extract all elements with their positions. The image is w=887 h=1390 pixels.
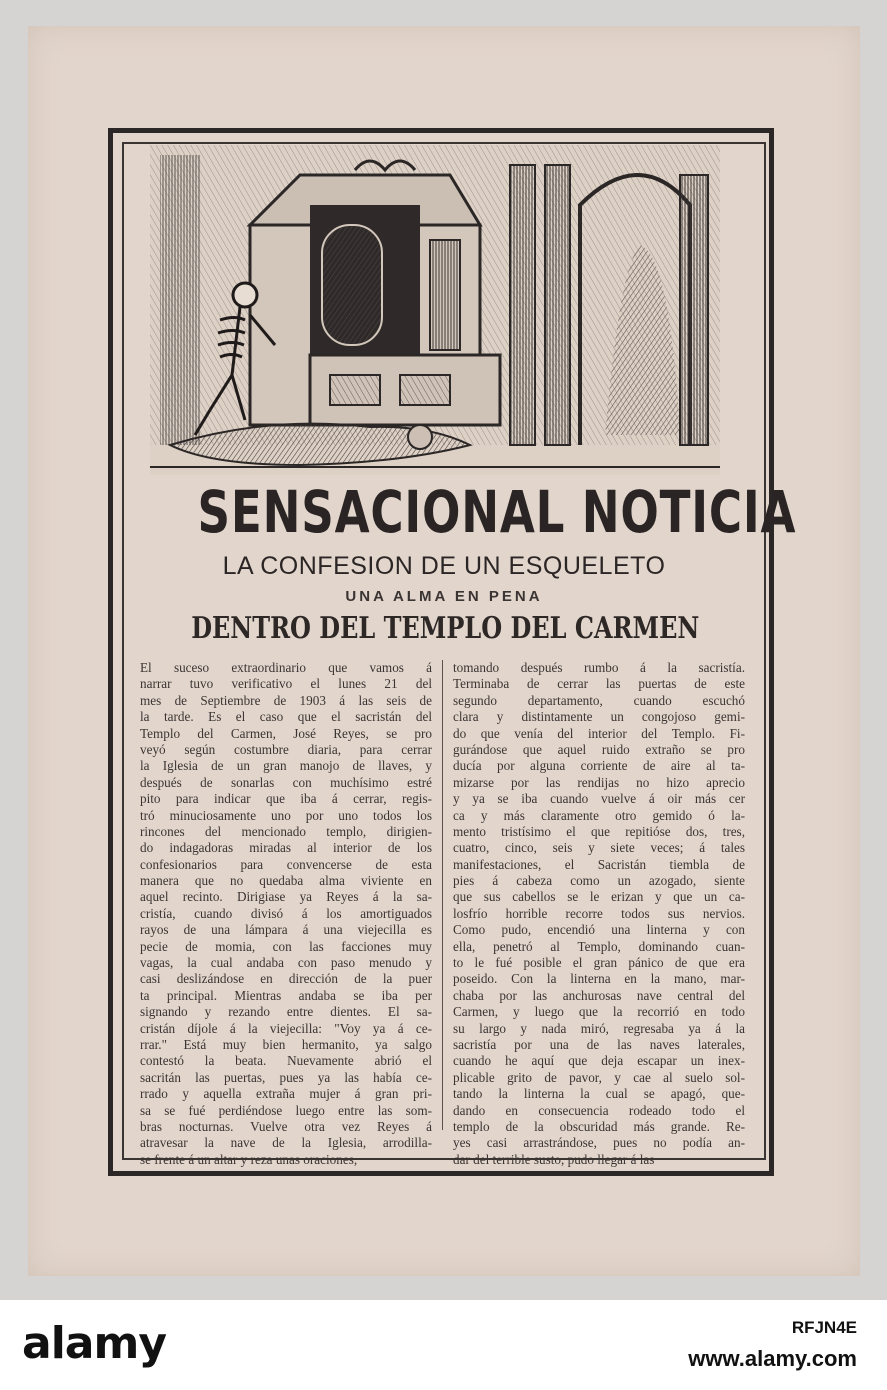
article-line: chaba por las anchurosas nave central del xyxy=(453,987,745,1003)
article-line: do que venía del interior del Templo. Fi- xyxy=(453,725,745,741)
article-column-left xyxy=(140,660,432,1168)
article-line: ta principal. Mientras andaba se iba per xyxy=(140,987,432,1003)
article-line: segundo departamento, cuando escuchó xyxy=(453,692,745,708)
article-line: mes de Septiembre de 1903 á las seis de xyxy=(140,692,432,708)
article-line: Templo del Carmen, José Reyes, se pro xyxy=(140,725,432,741)
article-line: cuando he aquí que deja escapar un inex- xyxy=(453,1053,745,1069)
article-line: cristía, cuando divisó á los amortiguados xyxy=(140,905,432,921)
article-line: do indagadoras miradas al interior de los xyxy=(140,840,432,856)
article-line: Carmen, y luego que la recorrió en todo xyxy=(453,1004,745,1020)
article-line: templo de la obscuridad más grande. Re- xyxy=(453,1118,745,1134)
article-line: cristán díjole á la viejecilla: "Voy ya á ce- xyxy=(140,1020,432,1036)
column-divider xyxy=(442,660,443,1130)
article-line: Como pudo, encendió una linterna y con xyxy=(453,922,745,938)
site-url: www.alamy.com xyxy=(688,1346,857,1371)
article-line: después de sonarlas con muchísimo estré xyxy=(140,774,432,790)
article-line: dando en consecuencia rodeado todo el xyxy=(453,1102,745,1118)
confessional-icon xyxy=(250,161,500,425)
article-line: sacritán las puertas, pues ya las había ce- xyxy=(140,1069,432,1085)
article-line: y ya se iba cuando vuelve á oir más cer xyxy=(453,791,745,807)
article-line: pecie de momia, con las facciones muy xyxy=(140,938,432,954)
article-line: cuatro, cinco, seis y siete veces; á tales xyxy=(453,840,745,856)
article-line: atravesar la nave de la Iglesia, arrodilla- xyxy=(140,1135,432,1151)
article-line: poseido. Con la linterna en la mano, mar- xyxy=(453,971,745,987)
article-line: pies á cabeza como un azogado, siente xyxy=(453,873,745,889)
article-line: aquel recinto. Dirigiase ya Reyes á la sa- xyxy=(140,889,432,905)
article-line: ducía por alguna corriente de aire al ta- xyxy=(453,758,745,774)
location-heading: DENTRO DEL TEMPLO DEL CARMEN xyxy=(191,611,700,646)
article-line: rrado y aquella extraña mujer á gran pri- xyxy=(140,1086,432,1102)
brand-logo: alamy xyxy=(22,1318,166,1369)
article-line: la Iglesia de un gran manojo de llaves, y xyxy=(140,758,432,774)
article-line: ella, penetró al Templo, dominando cuan- xyxy=(453,938,745,954)
article-line: sacristía por una de las naves laterales, xyxy=(453,1036,745,1052)
article-line: mizarse por las rendijas no hizo aprecio xyxy=(453,774,745,790)
headline: SENSACIONAL NOTICIA xyxy=(197,478,797,546)
article-line: losfrío horrible recorre todos sus nervios. xyxy=(453,905,745,921)
article-line: tomando después rumbo á la sacristía. xyxy=(453,660,745,675)
tagline: UNA ALMA EN PENA xyxy=(345,588,543,605)
article-line: to le fué posible el gran pánico de que era xyxy=(453,955,745,971)
article-line: rrar." Está muy bien hermanito, ya salgo xyxy=(140,1036,432,1052)
article-line: ca y más claramente otro gemido ó la- xyxy=(453,807,745,823)
article-line: se frente á un altar y reza unas oraciones, xyxy=(140,1151,358,1167)
image-id: RFJN4E xyxy=(791,1318,857,1337)
article-line: clara y distintamente un congojoso gemi- xyxy=(453,709,745,725)
article-line: signando y rezando entre dientes. El sa- xyxy=(140,1004,432,1020)
article-line: que sus cabellos se le erizan y que un ca- xyxy=(453,889,745,905)
article-line: manifestaciones, el Sacristán tiembla de xyxy=(453,856,745,872)
article-line: bras nocturnas. Vuelve otra vez Reyes á xyxy=(140,1118,432,1134)
article-line: contestó la beata. Nuevamente abrió el xyxy=(140,1053,432,1069)
article-line: dar del terrible susto, pudo llegar á las xyxy=(453,1151,655,1167)
left-pillar xyxy=(160,155,200,445)
article-line: Terminaba de cerrar las puertas de este xyxy=(453,676,745,692)
article-line: rincones del mencionado templo, dirigien- xyxy=(140,823,432,839)
article-line: El suceso extraordinario que vamos á xyxy=(140,660,432,675)
article-line: tró minuciosamente uno por uno todos los xyxy=(140,807,432,823)
article-line: mento tristísimo el que repitióse dos, tres, xyxy=(453,823,745,839)
article-line: confesionarios para convencerse de esta xyxy=(140,856,432,872)
article-line: tando la linterna la cual se apagó, que- xyxy=(453,1086,745,1102)
engraving-illustration xyxy=(150,145,720,475)
article-column-right xyxy=(453,660,745,1168)
article-line: plicable grito de pavor, y cae al suelo sol- xyxy=(453,1069,745,1085)
article-line: manera que no quedaba alma viviente en xyxy=(140,873,432,889)
article-line: gurándose que aquel ruido extraño se pro xyxy=(453,741,745,757)
subtitle: LA CONFESION DE UN ESQUELETO xyxy=(222,552,666,580)
article-line: vagas, la cual andaba con paso menudo y xyxy=(140,955,432,971)
article-line: su largo y nada miró, regresaba ya á la xyxy=(453,1020,745,1036)
article-line: pito para indicar que iba á cerrar, regis- xyxy=(140,791,432,807)
article-line: la tarde. Es el caso que el sacristán del xyxy=(140,709,432,725)
article-line: rayos de una lámpara á una viejecilla es xyxy=(140,922,432,938)
article-line: veyó según costumbre diaria, para cerrar xyxy=(140,741,432,757)
article-line: yes casi arrastrándose, pues no podía an- xyxy=(453,1135,745,1151)
article-line: sa se fué perdiéndose luego entre las som- xyxy=(140,1102,432,1118)
article-line: narrar tuvo verificativo el lunes 21 del xyxy=(140,676,432,692)
article-line: casi deslizándose en dirección de la puer xyxy=(140,971,432,987)
